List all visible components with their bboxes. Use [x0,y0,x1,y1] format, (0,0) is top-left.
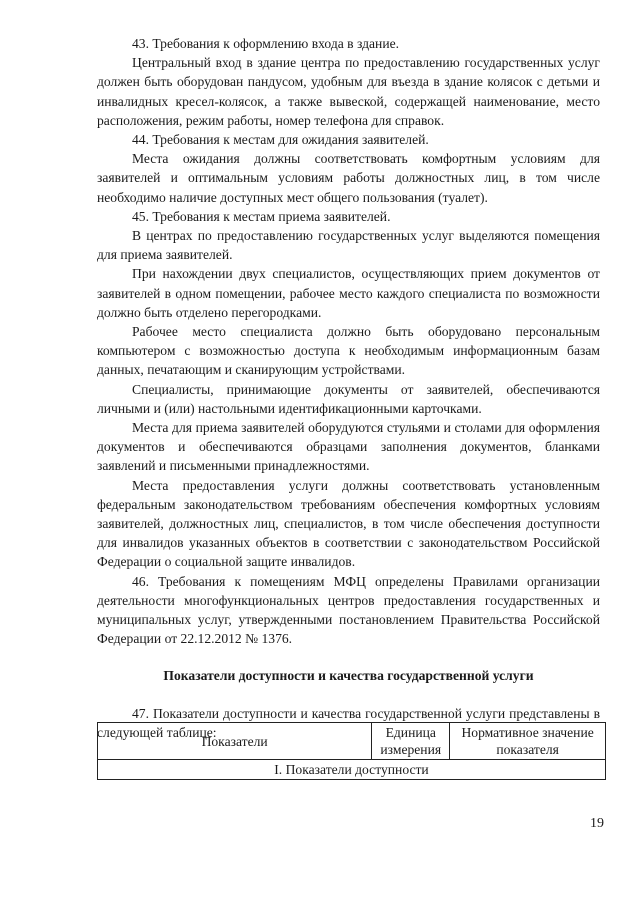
indicators-table [97,722,606,780]
page-number: 19 [590,816,604,831]
table-header-unit: Единица измерения [372,723,450,760]
clause-44-title: 44. Требования к местам для ожидания заявителей. [132,132,429,148]
table-section-row [98,760,606,780]
table-section-accessibility: I. Показатели доступности [98,760,606,780]
table-header-row [98,723,606,760]
clause-47-text: 47. Показатели доступности и качества государственной услуги представлены в следующей таблице: [97,705,600,740]
table-header-normative-value: Нормативное значение показателя [450,723,606,760]
clause-45-text-2: При нахождении двух специалистов, осуществляющих прием документов от заявителей в одном помещении, рабочее место каждого специалиста по возможности должно быть отделено перегородками. [97,266,600,320]
table-header-indicators: Показатели [98,723,372,760]
clause-45-text-3: Рабочее место специалиста должно быть оборудовано персональным компьютером с возможностью доступа к необходимым информационным базам данных, печатающим и сканирующим устройствами. [97,324,600,378]
clause-45-text-6: Места предоставления услуги должны соответствовать установленным федеральным законодательством требованиям обеспечения комфортных условиям заявителей, должностных лиц, специалистов, в том числе обеспечения доступности для инвалидов указанных объектов в соответствии с законодательством Российской Федерации о социальной защите инвалидов. [97,477,600,570]
clause-44-text: Места ожидания должны соответствовать комфортным условиям для заявителей и оптимальным условиям работы должностных лиц, в том числе необходимо наличие доступных мест общего пользования (туалет). [97,151,600,205]
section-heading: Показатели доступности и качества государственной услуги [163,667,534,683]
clause-45-text-5: Места для приема заявителей оборудуются стульями и столами для оформления документов и обеспечиваются образцами заполнения документов, бланками заявлений и письменными принадлежностями. [97,420,600,474]
clause-45-text-4: Специалисты, принимающие документы от заявителей, обеспечиваются личными и (или) настольными идентификационными карточками. [97,381,600,416]
clause-43-text: Центральный вход в здание центра по предоставлению государственных услуг должен быть оборудован пандусом, удобным для въезда в здание колясок с детьми и инвалидных кресел-колясок, а также вывеской, содержащей наименование, место расположения, режим работы, номер телефона для справок. [97,55,600,128]
clause-45-title: 45. Требования к местам приема заявителей. [132,208,391,224]
clause-43-title: 43. Требования к оформлению входа в здание. [132,36,400,51]
document-body [97,34,600,742]
clause-46-text: 46. Требования к помещениям МФЦ определены Правилами организации деятельности многофункциональных центров предоставления государственных и муниципальных услуг, утвержденными постановлением Правительства Российской Федерации от 22.12.2012 № 1376. [97,573,600,647]
clause-45-text-1: В центрах по предоставлению государственных услуг выделяются помещения для приема заявителей. [97,228,600,263]
